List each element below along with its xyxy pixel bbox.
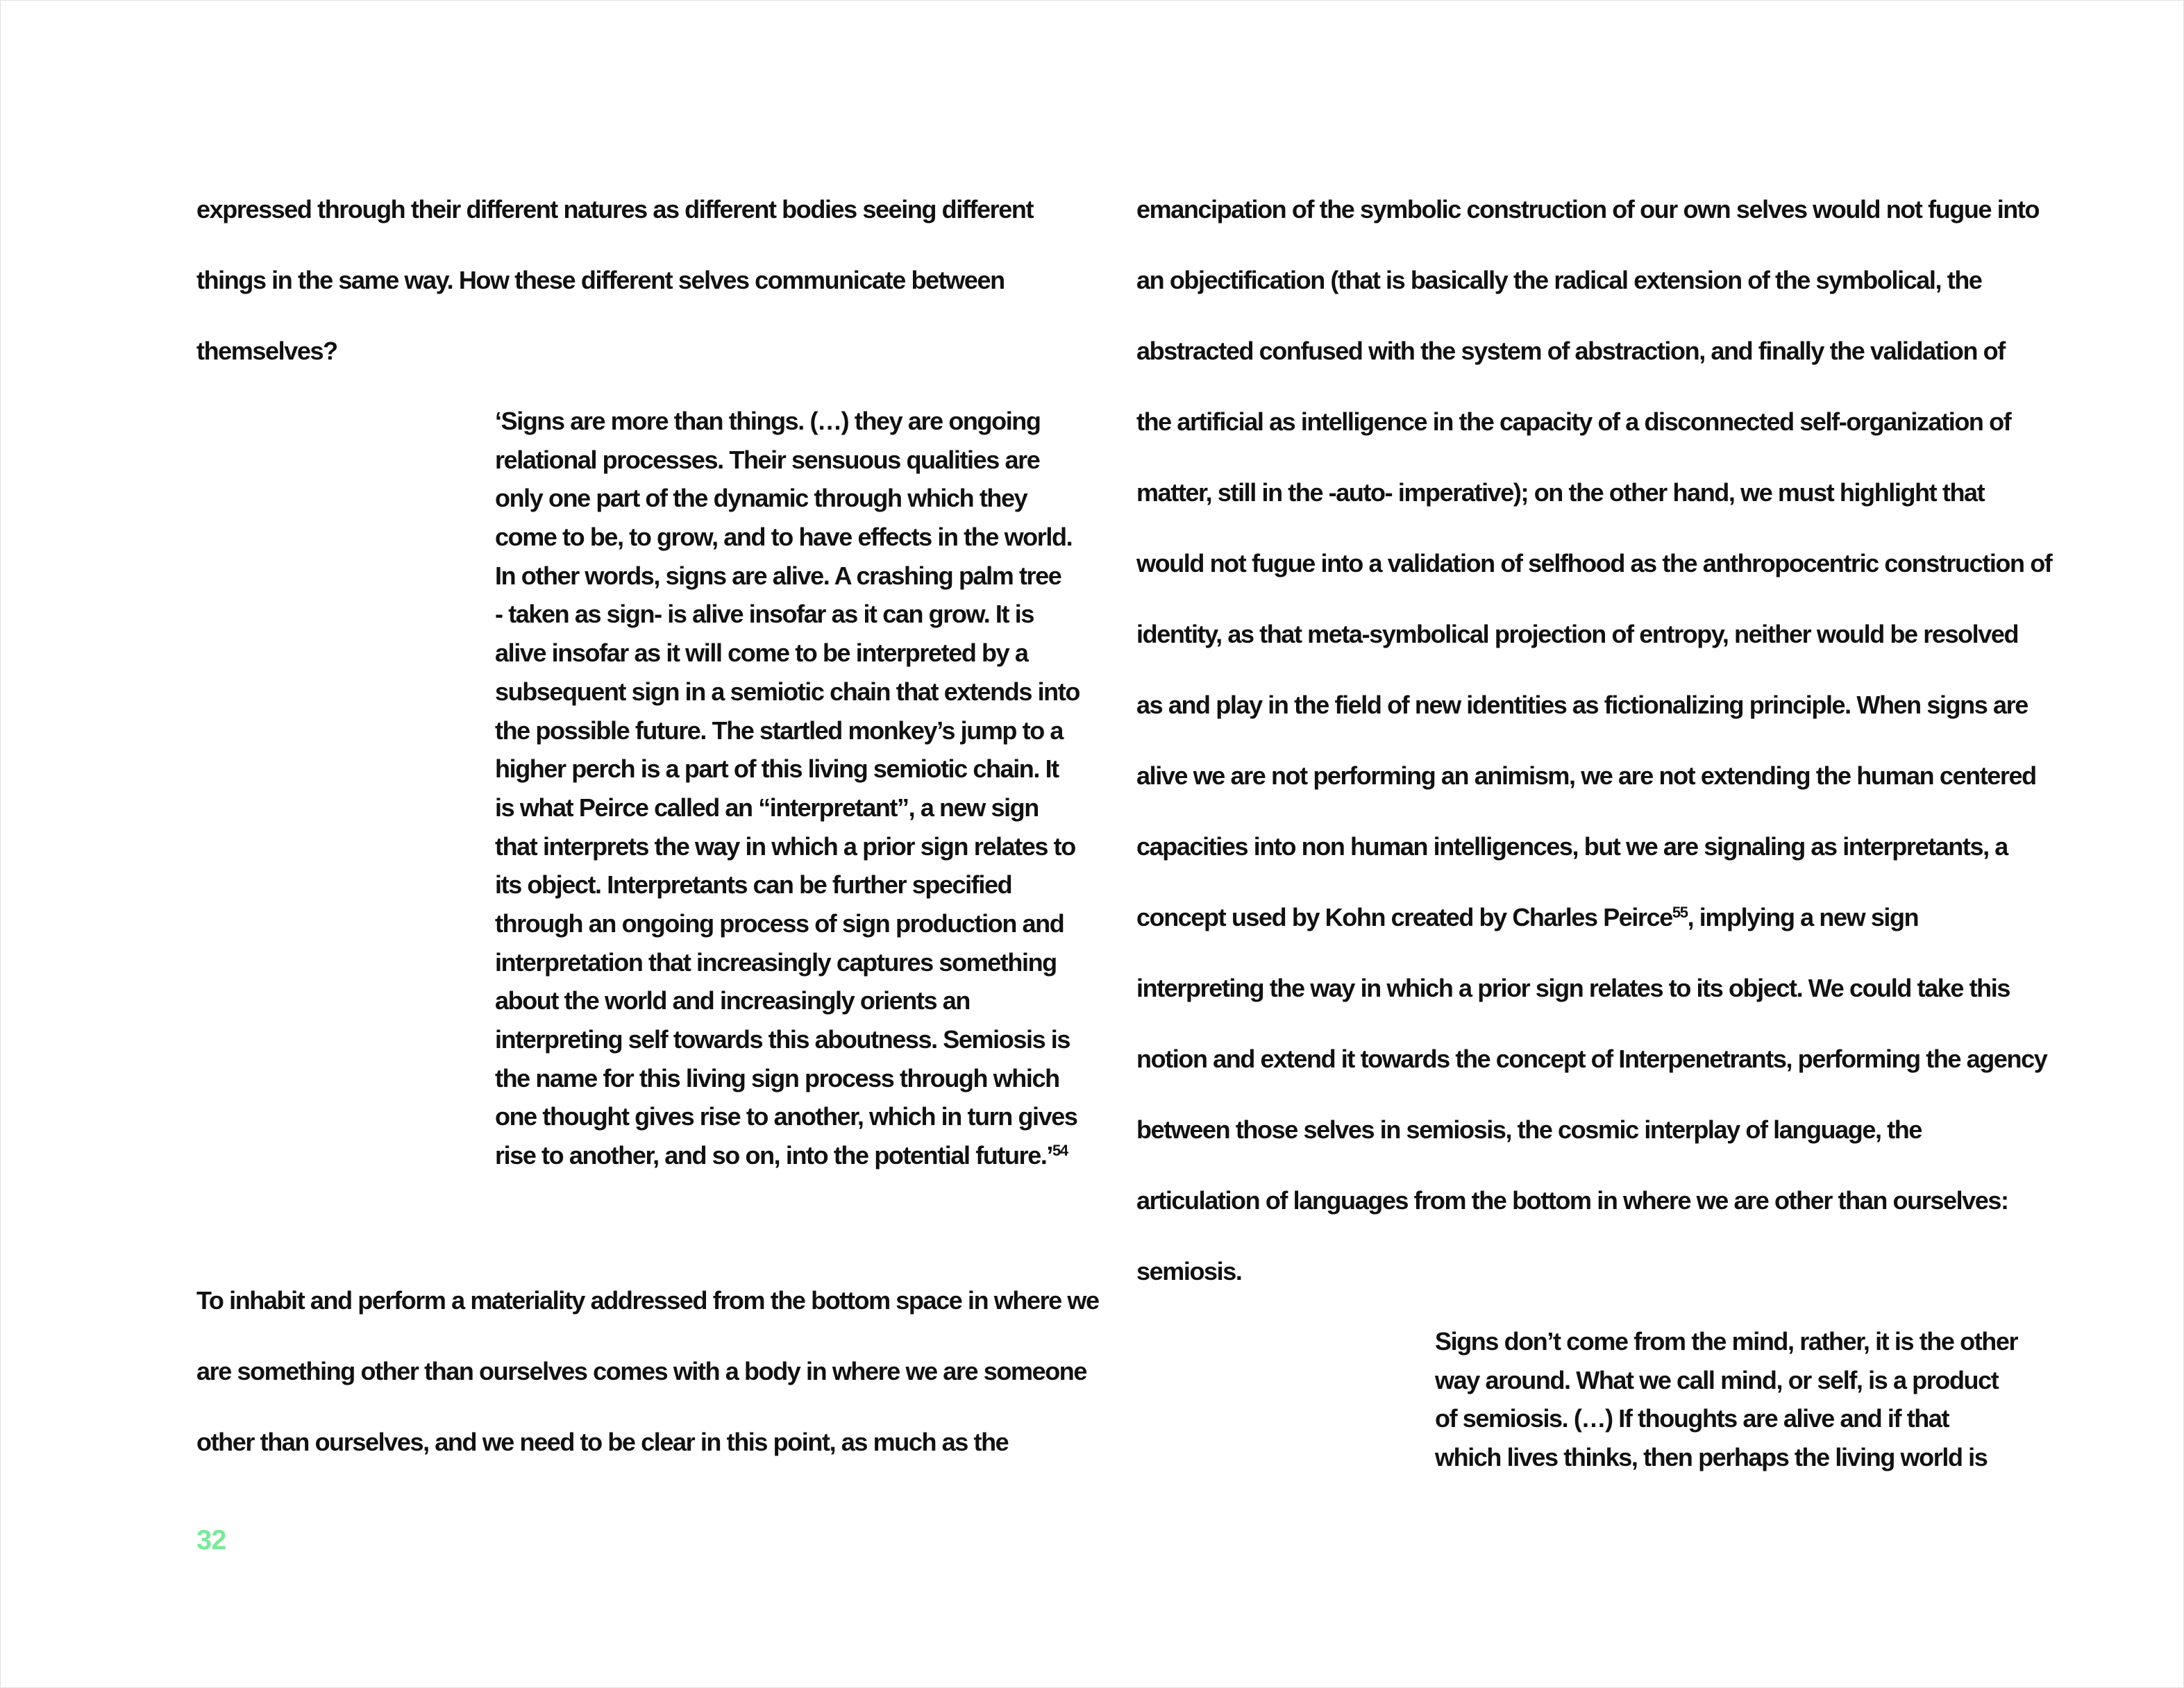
paragraph-line-text: concept used by Kohn created by Charles Peirce bbox=[1136, 903, 1672, 931]
paragraph-line: capacities into non human intelligences, but we are signaling as interpretants, a bbox=[1136, 832, 2008, 861]
paragraph-line: articulation of languages from the bottom in where we are other than ourselves: bbox=[1136, 1186, 2008, 1215]
paragraph-line: To inhabit and perform a materiality addressed from the bottom space in where we bbox=[196, 1286, 1099, 1315]
paragraph-line: things in the same way. How these different selves communicate between bbox=[196, 266, 1005, 294]
quote-line: ‘Signs are more than things. (…) they are ongoing bbox=[495, 407, 1041, 435]
paragraph-line: identity, as that meta-symbolical projection of entropy, neither would be resolved bbox=[1136, 620, 2019, 648]
quote-line: relational processes. Their sensuous qualities are bbox=[495, 445, 1040, 474]
quote-line: of semiosis. (…) If thoughts are alive and if that bbox=[1435, 1404, 1949, 1433]
paragraph-line: an objectification (that is basically the radical extension of the symbolical, the bbox=[1136, 266, 1982, 294]
quote-line: the possible future. The startled monkey’s jump to a bbox=[495, 716, 1064, 745]
paragraph-line: notion and extend it towards the concept of Interpenetrants, performing the agency bbox=[1136, 1045, 2047, 1073]
paragraph-line: semiosis. bbox=[1136, 1257, 1242, 1285]
block-quote bbox=[1435, 1322, 2017, 1477]
quote-line: subsequent sign in a semiotic chain that extends into bbox=[495, 677, 1080, 706]
quote-line-last bbox=[495, 1136, 1080, 1175]
quote-line: come to be, to grow, and to have effects in the world. bbox=[495, 523, 1073, 552]
paragraph-line: as and play in the field of new identities as fictionalizing principle. When signs are bbox=[1136, 691, 2028, 719]
paragraph-line: other than ourselves, and we need to be clear in this point, as much as the bbox=[196, 1428, 1009, 1456]
paragraph-line: abstracted confused with the system of abstraction, and finally the validation of bbox=[1136, 337, 2005, 365]
paragraph-line: emancipation of the symbolic construction of our own selves would not fugue into bbox=[1136, 195, 2040, 223]
quote-line: interpretation that increasingly captures something bbox=[495, 947, 1057, 977]
quote-line: higher perch is a part of this living semiotic chain. It bbox=[495, 754, 1059, 784]
quote-line: Signs don’t come from the mind, rather, it is the other bbox=[1435, 1327, 2018, 1356]
quote-line: only one part of the dynamic through which they bbox=[495, 484, 1027, 513]
quote-line: which lives thinks, then perhaps the living world is bbox=[1435, 1443, 1988, 1472]
quote-line: interpreting self towards this aboutness. Semiosis is bbox=[495, 1025, 1070, 1054]
quote-line: In other words, signs are alive. A crashing palm tree bbox=[495, 561, 1061, 590]
quote-line: - taken as sign- is alive insofar as it can grow. It is bbox=[495, 600, 1034, 629]
quote-line: is what Peirce called an “interpretant”, a new sign bbox=[495, 793, 1039, 822]
quote-line: the name for this living sign process through which bbox=[495, 1063, 1059, 1092]
footnote-marker: 55 bbox=[1672, 904, 1688, 921]
paragraph-line: would not fugue into a validation of selfhood as the anthropocentric construction of bbox=[1136, 549, 2052, 577]
paragraph-line: alive we are not performing an animism, we are not extending the human centered bbox=[1136, 761, 2036, 790]
paragraph-line: expressed through their different natures as different bodies seeing different bbox=[196, 195, 1034, 223]
quote-line: way around. What we call mind, or self, is a product bbox=[1435, 1365, 1999, 1394]
quote-line: through an ongoing process of sign production and bbox=[495, 909, 1064, 938]
block-quote bbox=[495, 402, 1080, 1175]
quote-line: its object. Interpretants can be further specified bbox=[495, 870, 1012, 900]
paragraph-line: themselves? bbox=[196, 337, 337, 365]
quote-line: one thought gives rise to another, which in turn gives bbox=[495, 1102, 1077, 1131]
paragraph-line: matter, still in the -auto- imperative); on the other hand, we must highlight that bbox=[1136, 478, 1985, 507]
paragraph-line: the artificial as intelligence in the capacity of a disconnected self-organization of bbox=[1136, 407, 2011, 436]
quote-line: alive insofar as it will come to be interpreted by a bbox=[495, 639, 1028, 668]
paragraph-line: between those selves in semiosis, the cosmic interplay of language, the bbox=[1136, 1115, 1922, 1144]
paragraph-line: interpreting the way in which a prior sign relates to its object. We could take this bbox=[1136, 974, 2010, 1002]
page-number: 32 bbox=[196, 1525, 226, 1555]
quote-line: about the world and increasingly orients an bbox=[495, 986, 970, 1015]
paragraph-line-continuation: , implying a new sign bbox=[1687, 903, 1919, 931]
paragraph-line-with-footnote bbox=[1136, 882, 1918, 953]
footnote-marker: 54 bbox=[1052, 1142, 1068, 1160]
quote-line-text: rise to another, and so on, into the potential future.’ bbox=[495, 1141, 1053, 1170]
paragraph-line: are something other than ourselves comes with a body in where we are someone bbox=[196, 1357, 1086, 1385]
quote-line: that interprets the way in which a prior sign relates to bbox=[495, 832, 1075, 861]
